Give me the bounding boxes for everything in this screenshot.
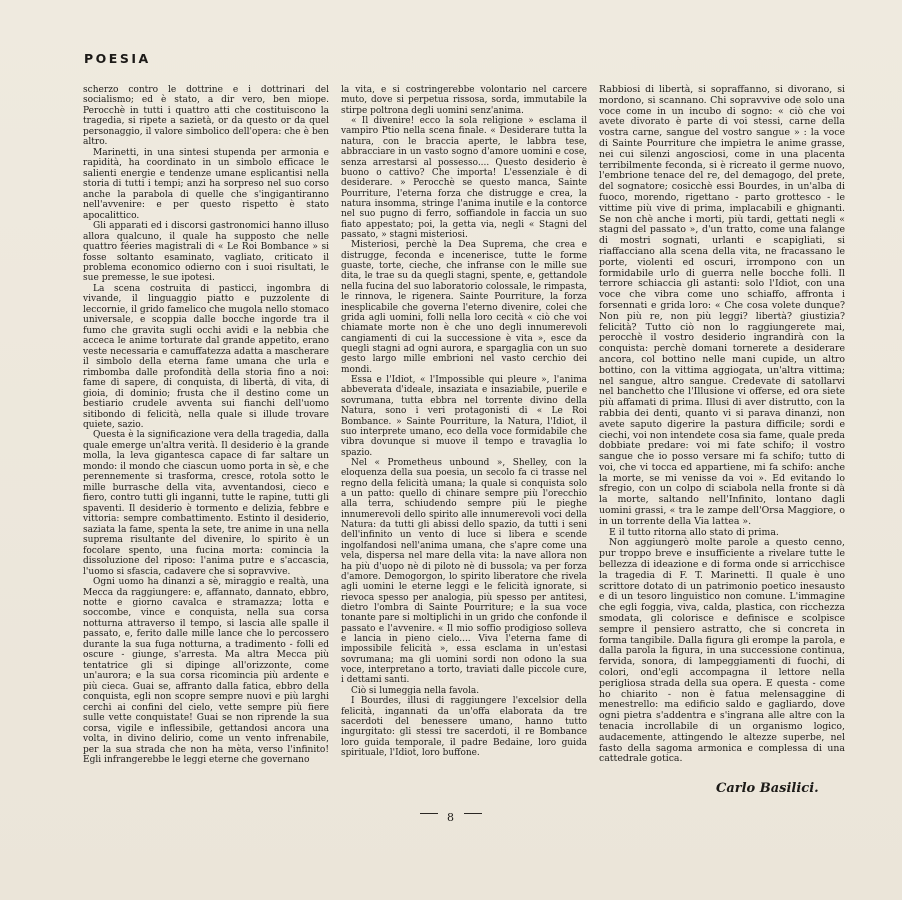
paragraph: Non aggiungerò molte parole a questo cenno, pur troppo breve e insufficiente a rivelare tutte le bellezza di ideazione e di forma onde si arricchisce la tragedia di F. T. Marinetti. Il quale è uno scrittore dotato di un patrimonio poetico inesausto e di un tesoro linguistico non comune. L'immagine che egli foggia, viva, calda, plastica, con ricchezza smodata, gli colorisce e definisce e scolpisce sempre il pensiero astratto, che si concreta in forma tangibile. Dalla figura gli erompe la parola, e dalla parola la figura, in una successione continua, fervida, sonora, di lampeggiamenti di fuochi, di colori, ond'egli accompagna il lettore nella perigliosa strada della sua opera. E questa - come ho chiarito - non è fatua melensaggine di menestrello: ma edificio saldo e gagliardo, dove ogni pietra s'addentra e s'ingrana alle altre con la tenacia incrollabile di un organismo logico, audacemente, attingendo le altezze superbe, nel fasto della sagoma armonica e complessa di una cattedrale gotica. — [599, 537, 845, 765]
running-header: POESIA — [84, 51, 151, 66]
paragraph: la vita, e si costringerebbe volontario nel carcere muto, dove si perpetua rissosa, sorda, immutabile la stirpe poltrona degli uomini senz'anima. — [341, 85, 587, 116]
page-number: 8 — [447, 811, 455, 824]
paragraph: Marinetti, in una sintesi stupenda per armonia e rapidità, ha coordinato in un simbolo efficace le salienti energie e tendenze umane esplicantisi nella storia di tutti i tempi; anzi ha sorpreso nel suo corso anche la parabola di quelle che s'ingigantiranno nell'avvenire: e per questo rispetto è stato apocalittico. — [83, 147, 329, 221]
text-column-left — [83, 85, 329, 765]
paragraph: Misteriosi, perchè la Dea Suprema, che crea e distrugge, feconda e incenerisce, tutte le forme guaste, torte, cieche, che infranse con le mille sue dita, le trae su da quegli stagni, spente, e, gettandole nella fucina del suo laboratorio colossale, le rimpasta, le rinnova, le rigenera. Sainte Pourriture, la forza inesplicabile che governa l'eterno divenire, colei che grida agli uomini, folli nella loro cecità « ciò che voi chiamate morte non è che uno degli innumerevoli cangiamenti di cui la successione è vita », esce da quegli stagni ad ogni aurora, e spargaglia con un suo gesto largo mille embrioni nel vasto cerchio dei mondi. — [341, 240, 587, 375]
paragraph: Ciò si lumeggia nella favola. — [351, 685, 480, 696]
paragraph: « Il divenire! ecco la sola religione » esclama il vampiro Ptio nella scena finale. « Desiderare tutta la natura, con le braccia aperte, le labbra tese, abbracciare in un vasto sogno d'amore uomini e cose, senza arrestarsi al possesso.... Questo desiderio è buono o cattivo? Che importa! L'essenziale è di desiderare. » Perocchè se questo manca, Sainte Pourriture, l'eterna forza che distrugge e crea, la natura insomma, stringe l'anima inutile e la contorce nel suo pugno di ferro, soffiandole in faccia un suo fiato appestato; poi, la getta via, negli « Stagni del passato, » stagni misteriosi. — [341, 116, 587, 241]
paragraph: I Bourdes, illusi di raggiungere l'excelsior della felicità, ingannati da un'offa elaborata da tre sacerdoti del benessere umano, hanno tutto ingurgitato: gli stessi tre sacerdoti, il re Bombance loro guida temporale, il padre Bedaine, loro guida spirituale, l'Idiot, loro buffone. — [341, 696, 587, 758]
paragraph: Ogni uomo ha dinanzi a sè, miraggio e realtà, una Mecca da raggiungere: e, affannato, dannato, ebbro, notte e giorno cavalca e stramazza; lotta e soccombe, vince e conquista, nella sua corsa notturna attraverso il tempo, si lascia alle spalle il passato, e, ferito dalle mille lance che lo percossero durante la sua fuga notturna, a tradimento - folli ed oscure - giunge, s'arresta. Ma altra Mecca più tentatrice gli si dipinge all'orizzonte, come un'aurora; e la sua corsa ricomincia più ardente e più cieca. Guai se, affranto dalla fatica, ebbro della conquista, egli non scopre sempre nuovi e più larghi cerchi ai confini del cielo, vette sempre più fiere sulle vette conquistate! Guai se non riprende la sua corsa, vigile e inflessibile, gettandosi ancora una volta, in divino delirio, come un vento infrenabile, per la sua strada che non ha mèta, verso l'infinito! Egli infrangerebbe le leggi eterne che governano — [83, 577, 329, 765]
paragraph: Nel « Prometheus unbound », Shelley, con la eloquenza della sua poesia, un secolo fa ci trasse nel regno della felicità umana; la quale si conquista solo a un patto: quello di chinare sempre più l'orecchio alla terra, schiudendo sempre più le pieghe innumerevoli dello spirito alle innumerevoli voci della Natura: da tutti gli abissi dello spazio, da tutti i seni dell'infinito un vento di luce si libera e scende ingolfandosi nell'anima umana, che s'apre come una vela, dispersa nel mare della vita: la nave allora non ha più d'uopo nè di piloto nè di bussola; va per forza d'amore. Demogorgon, lo spirito liberatore che rivela agli uomini le eterne leggi e le felicità ignorate, si rievoca spesso per analogia, più spesso per antitesi, dietro l'ombra di Sainte Pourriture; e la sua voce tonante pare si moltiplichi in un grido che confonde il passato e l'avvenire. « Il mio soffio prodigioso solleva e lancia in pieno cielo.... Viva l'eterna fame di impossibile felicità », essa esclama in un'estasi sovrumana; ma gli uomini sordi non odono la sua voce, interpretano a torto, traviati dalle piccole cure, i dettami santi. — [341, 457, 587, 686]
text-column-middle — [341, 85, 587, 758]
paragraph: Questa è la significazione vera della tragedia, dalla quale emerge un'altra verità. Il desiderio è la grande molla, la leva gigantesca capace di far saltare un mondo: il mondo che ciascun uomo porta in sè, e che perennemente si trasforma, cresce, rotola sotto le mille burrasche della vita, avventandosi, cieco e fiero, contro tutti gli inganni, tutte le rapine, tutti gli spaventi. Il desiderio è tormento e delizia, febbre e vittoria: sempre combattimento. Estinto il desiderio, saziata la fame, spenta la sete, tre anime in una nella suprema risultante del divenire, lo spirito è un focolare spento, una fucina morta: comincia la dissoluzione del riposo: l'anima putre e s'accascia, l'uomo si sfascia, cadavere che si sopravvive. — [83, 430, 329, 577]
paragraph: Rabbiosi di libertà, si sopraffanno, si divorano, si mordono, si scannano. Chi sopravvive ode solo una voce come in un incubo di sogno: « ciò che voi avete divorato è parte di voi stessi, carne della vostra carne, sangue del vostro sangue » : la voce di Sainte Pourriture che impietra le anime grasse, nei cui silenzi angosciosi, come in una placenta terribilmente feconda, si è ricreato il germe nuovo, l'embrione tenace del re, del demagogo, del prete, del sognatore; cosicchè essi Bourdes, in un'alba di fuoco, morendo, rigettano - parto grottesco - le vittime più vive di prima, implacabili e ghignanti. Se non chè anche i morti, più tardi, gettati negli « stagni del passato », d'un tratto, come una falange di mostri sognati, urlanti e scapigliati, si riaffacciano alla scena della vita, ne fracassano le porte, violenti ed oscuri, irrompono con un formidabile urlo di guerra nelle bocche folli. Il terrore schiaccia gli astanti: solo l'Idiot, con una voce che vibra come uno schiaffo, affronta i forsennati e grida loro: « Che cosa volete dunque? Non più re, non più leggi? libertà? giustizia? felicità? Tutto ciò non lo raggiungerete mai, perocchè il vostro desiderio ingrandirà con la conquista: perchè domani tornerete a desiderare ancora, col bottino nelle mani cupide, un altro bottino, con la vittima aggiogata, un'altra vittima; nel sangue, altro sangue. Credevate di satollarvi nel banchetto che l'Illusione vi offerse, ed ora siete più affamati di prima. Illusi di aver distrutto, con la rabbia dei denti, quanto vi si parava dinanzi, non avete saputo digerire la pastura difficile; sordi e ciechi, voi non intendete cosa sia fame, quale preda dobbiate predare: voi mi fate schifo; il vostro sangue che io posso versare mi fa schifo; tutto di voi, che vi tocca ed appartiene, mi fa schifo: anche la morte, se mi venisse da voi ». Ed evitando lo sfregio, con un colpo di sciabola nella fronte si dà la morte, saltando nell'Infinito, lontano dagli uomini grassi, « tra le zampe dell'Orsa Maggiore, o in un torrente della Via lattea ». — [599, 84, 845, 527]
paragraph: La scena costruita di pasticci, ingombra di vivande, il linguaggio piatto e puzzolente di leccornie, il grido famelico che mugola nello stomaco universale, e scoppia dalle bocche ingorde tra il fumo che gravita sugli occhi avidi e la nebbia che acceca le anime torturate dal grande appetito, erano veste necessaria e camuffatezza adatta a mascherare il simbolo della eterna fame umana che urla e rimbomba dalle profondità della storia fino a noi: fame di sapere, di conquista, di libertà, di vita, di gioia, di dominio; frusta che il destino come un bestiario crudele avventa sui fianchi dell'uomo sitibondo di felicità, nella quale si illude trovare quiete, sazio. — [83, 283, 329, 430]
paragraph: scherzo contro le dottrine e i dottrinari del socialismo; ed è stato, a dir vero, ben miope. Perocchè in tutti i quattro atti che costituiscono la tragedia, si ripete a sazietà, or da questo or da quel personaggio, il valore simbolico dell'opera: che è ben altro. — [83, 85, 329, 148]
paragraph: Essa e l'Idiot, « l'Impossible qui pleure », l'anima abbeverata d'ideale, insaziata e insaziabile, puerile e sovrumana, tutta ebbra nel torrente divino della Natura, sono i veri protagonisti di « Le Roi Bombance. » Sainte Pourriture, la Natura, l'Idiot, il suo interprete umano, eco della voce formidabile che vibra dovunque si muove il tempo e travaglia lo spazio. — [341, 375, 587, 458]
author-signature: Carlo Basilici. — [716, 781, 819, 796]
page-number-dash-right — [464, 813, 482, 814]
text-column-right — [599, 85, 845, 765]
paragraph: E il tutto ritorna allo stato di prima. — [609, 526, 779, 538]
paragraph: Gli apparati ed i discorsi gastronomici hanno illuso allora qualcuno, il quale ha supposto che nelle quattro féeries magistrali di « Le Roi Bombance » si fosse soltanto esaminato, vagliato, criticato il problema economico odierno con i suoi risultati, le sue premesse, le sue ipotesi. — [83, 221, 329, 284]
